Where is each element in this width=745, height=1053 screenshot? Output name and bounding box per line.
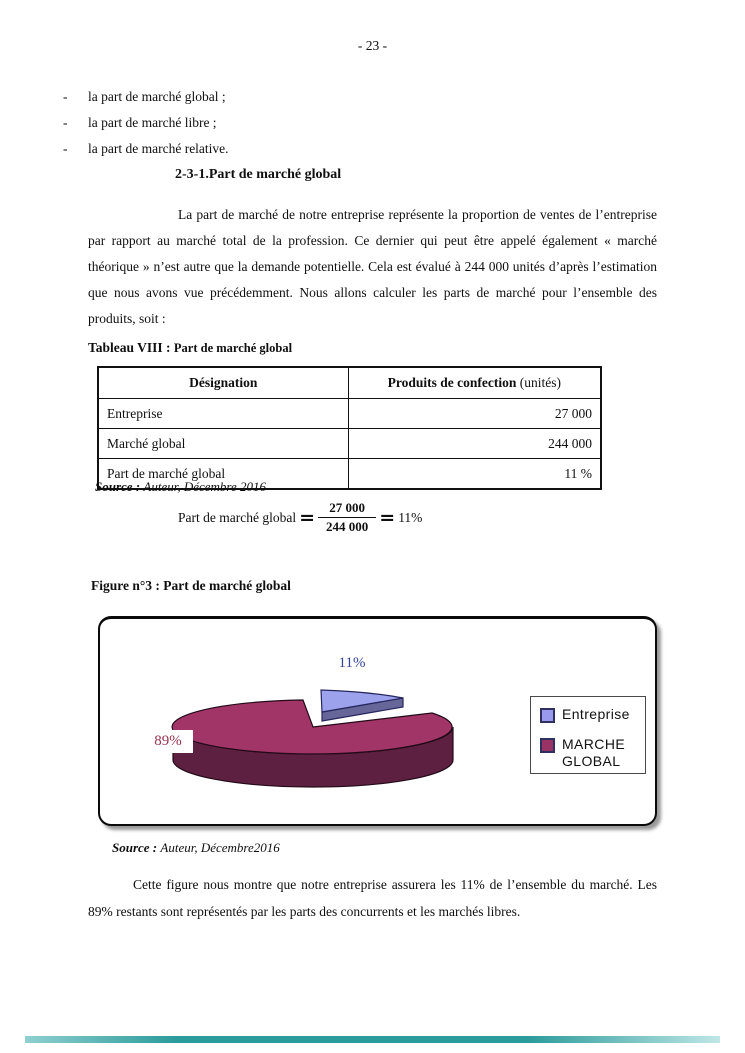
- table-caption-title: Part de marché global: [173, 341, 293, 355]
- source-text: Auteur, Décembre 2016: [143, 479, 267, 494]
- legend-item-entreprise: [540, 706, 645, 723]
- table-caption-prefix: Tableau VIII :: [88, 340, 174, 355]
- legend-item-marche-global: [540, 736, 645, 770]
- pie-label-marche-global: 89%: [143, 730, 193, 753]
- table-cell-label: Marché global: [98, 429, 348, 459]
- fraction: [318, 500, 376, 535]
- table-source: [95, 479, 266, 495]
- table-row: [98, 429, 601, 459]
- page-number: - 23 -: [357, 38, 388, 53]
- list-bullet: -: [63, 141, 68, 156]
- table-header-unit: (unités): [519, 375, 561, 390]
- list-bullet: -: [63, 89, 68, 104]
- conclusion-paragraph: Cette figure nous montre que notre entreprise assurera les 11% de l’ensemble du marché. Les 89% restants sont représentés par les parts des concurrents et les marchés libres.: [88, 877, 657, 919]
- pie-slice-marche-global: [172, 700, 452, 754]
- footer-accent-bar: [25, 1036, 720, 1043]
- body-paragraph: La part de marché de notre entreprise représente la proportion de ventes de l’entreprise par rapport au marché total de la profession. Ce dernier qui peut être appelé également « marché théorique » n’est autre que la demande potentielle. Cela est évalué à 244 000 unités d’après l’estimation que nous avons vue précédemment. Nous allons calculer les parts de marché pour l’ensemble des produits, soit :: [88, 207, 657, 326]
- legend-label: Entreprise: [562, 706, 630, 722]
- table-caption: [88, 340, 292, 356]
- table-cell-value: 27 000: [348, 399, 601, 429]
- table-cell-label: Part de marché global: [98, 459, 348, 490]
- section-heading: 2-3-1.Part de marché global: [175, 167, 342, 182]
- fraction-denominator: 244 000: [326, 519, 369, 534]
- equals-sign: =: [379, 506, 396, 529]
- list-item: [63, 84, 663, 110]
- chart-legend: [530, 696, 646, 774]
- table-cell-label: Entreprise: [98, 399, 348, 429]
- list-bullet: -: [63, 115, 68, 130]
- table-cell-value: 244 000: [348, 429, 601, 459]
- list-item-text: la part de marché libre ;: [88, 115, 217, 130]
- table-cell-value: 11 %: [348, 459, 601, 490]
- source-label: Source :: [95, 479, 144, 494]
- source-label: Source :: [112, 840, 161, 855]
- legend-swatch-marche-global: [540, 738, 555, 753]
- source-text: Auteur, Décembre2016: [160, 840, 280, 855]
- pie-label-entreprise: 11%: [338, 655, 366, 671]
- legend-label: MARCHE GLOBAL: [562, 736, 626, 769]
- figure-caption: [91, 578, 291, 594]
- formula-lhs: Part de marché global: [178, 509, 297, 525]
- list-item-text: la part de marché relative.: [88, 141, 229, 156]
- formula-result: 11%: [398, 509, 423, 525]
- table-row: [98, 399, 601, 429]
- table-header-produits: [348, 367, 601, 399]
- intro-list: [63, 84, 663, 162]
- fraction-numerator: 27 000: [318, 500, 376, 518]
- list-item: [63, 110, 663, 136]
- table-header-produits-bold: Produits de confection: [387, 375, 520, 390]
- data-table: [97, 366, 602, 490]
- table-header-row: [98, 367, 601, 399]
- list-item: [63, 136, 663, 162]
- figure-frame: [98, 616, 657, 826]
- table-header-designation: Désignation: [98, 367, 348, 399]
- equals-sign: =: [299, 506, 316, 529]
- list-item-text: la part de marché global ;: [88, 89, 226, 104]
- formula: [178, 500, 422, 535]
- figure-source: [112, 840, 280, 856]
- figure-caption-title: Part de marché global: [163, 578, 291, 593]
- figure-caption-prefix: Figure n°3 :: [91, 578, 164, 593]
- legend-swatch-entreprise: [540, 708, 555, 723]
